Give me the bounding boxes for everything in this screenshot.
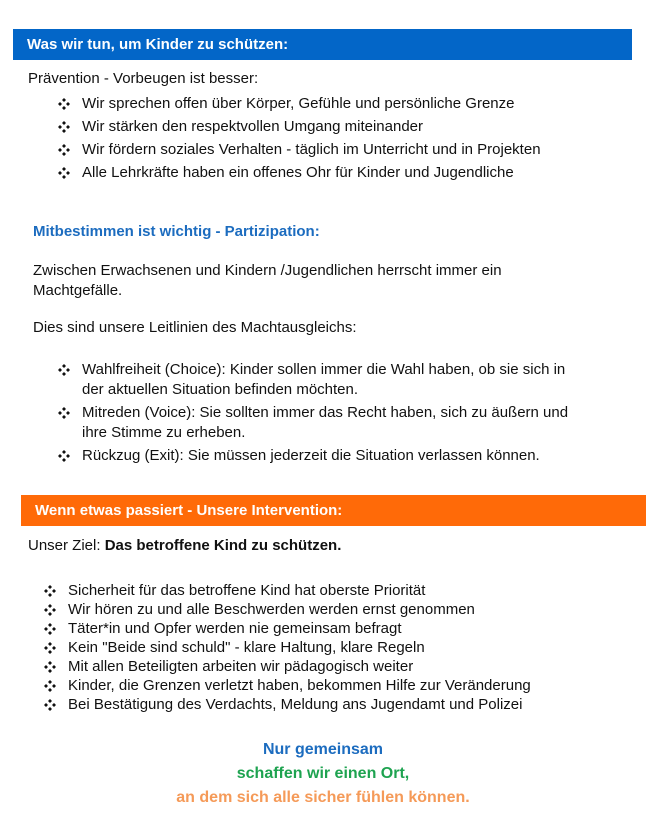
goal-label: Unser Ziel:	[28, 537, 105, 554]
bullet-icon	[44, 623, 56, 635]
list-item-text: Bei Bestätigung des Verdachts, Meldung ans Jugendamt und Polizei	[68, 696, 523, 713]
bullet-icon	[44, 661, 56, 673]
list-item-text: Wir sprechen offen über Körper, Gefühle und persönliche Grenze	[82, 95, 515, 112]
praevention-intro: Prävention - Vorbeugen ist besser:	[28, 70, 259, 87]
list-item-text: Sicherheit für das betroffene Kind hat oberste Priorität	[68, 582, 426, 599]
section-header-text: Wenn etwas passiert - Unsere Intervention:	[35, 502, 343, 519]
list-item-text: Rückzug (Exit): Sie müssen jederzeit die Situation verlassen können.	[82, 447, 540, 464]
list-item-text: ihre Stimme zu erheben.	[82, 424, 246, 441]
list-item-text: Mit allen Beteiligten arbeiten wir pädagogisch weiter	[68, 658, 414, 675]
section-header-text: Was wir tun, um Kinder zu schützen:	[27, 36, 289, 53]
list-item	[44, 657, 531, 676]
partizipation-para1-line2: Machtgefälle.	[33, 282, 123, 299]
section-header-intervention	[21, 495, 646, 526]
bullet-icon	[58, 144, 70, 156]
list-item	[58, 117, 541, 137]
list-item	[58, 94, 541, 114]
closing-line-1: Nur gemeinsam	[262, 741, 384, 758]
bullet-icon	[58, 167, 70, 179]
bullet-icon	[58, 98, 70, 110]
leitlinien-list	[58, 360, 568, 469]
bullet-icon	[44, 642, 56, 654]
partizipation-para2: Dies sind unsere Leitlinien des Machtausgleichs:	[33, 319, 357, 336]
intervention-list	[44, 581, 531, 714]
list-item	[58, 403, 568, 443]
intervention-goal	[28, 536, 341, 556]
list-item-text: der aktuellen Situation befinden möchten.	[82, 381, 359, 398]
list-item-text: Kinder, die Grenzen verletzt haben, bekommen Hilfe zur Veränderung	[68, 677, 531, 694]
list-item	[58, 163, 541, 183]
list-item	[44, 581, 531, 600]
list-item	[44, 600, 531, 619]
list-item	[58, 140, 541, 160]
bullet-icon	[58, 407, 70, 419]
list-item-text: Wir stärken den respektvollen Umgang miteinander	[82, 118, 423, 135]
closing-line-2: schaffen wir einen Ort,	[236, 765, 410, 782]
list-item	[58, 446, 568, 466]
list-item-text: Täter*in und Opfer werden nie gemeinsam befragt	[68, 620, 402, 637]
bullet-icon	[58, 121, 70, 133]
closing-line-3: an dem sich alle sicher fühlen können.	[176, 789, 470, 806]
list-item-text: Alle Lehrkräfte haben ein offenes Ohr für Kinder und Jugendliche	[82, 164, 514, 181]
bullet-icon	[58, 364, 70, 376]
list-item-text: Wir hören zu und alle Beschwerden werden ernst genommen	[68, 601, 475, 618]
list-item-text: Kein "Beide sind schuld" - klare Haltung, klare Regeln	[68, 639, 425, 656]
list-item	[44, 695, 531, 714]
list-item	[58, 360, 568, 400]
list-item	[44, 676, 531, 695]
bullet-icon	[58, 450, 70, 462]
praevention-list	[58, 94, 541, 186]
goal-statement: Das betroffene Kind zu schützen.	[104, 537, 342, 554]
list-item-text: Mitreden (Voice): Sie sollten immer das Recht haben, sich zu äußern und	[82, 404, 569, 421]
list-item	[44, 619, 531, 638]
partizipation-heading: Mitbestimmen ist wichtig - Partizipation:	[33, 223, 320, 240]
list-item-text: Wahlfreiheit (Choice): Kinder sollen immer die Wahl haben, ob sie sich in	[82, 361, 566, 378]
bullet-icon	[44, 680, 56, 692]
partizipation-para1-line1: Zwischen Erwachsenen und Kindern /Jugendlichen herrscht immer ein	[33, 262, 502, 279]
bullet-icon	[44, 699, 56, 711]
list-item-text: Wir fördern soziales Verhalten - täglich im Unterricht und in Projekten	[82, 141, 541, 158]
list-item	[44, 638, 531, 657]
bullet-icon	[44, 604, 56, 616]
bullet-icon	[44, 585, 56, 597]
section-header-praevention	[13, 29, 632, 60]
